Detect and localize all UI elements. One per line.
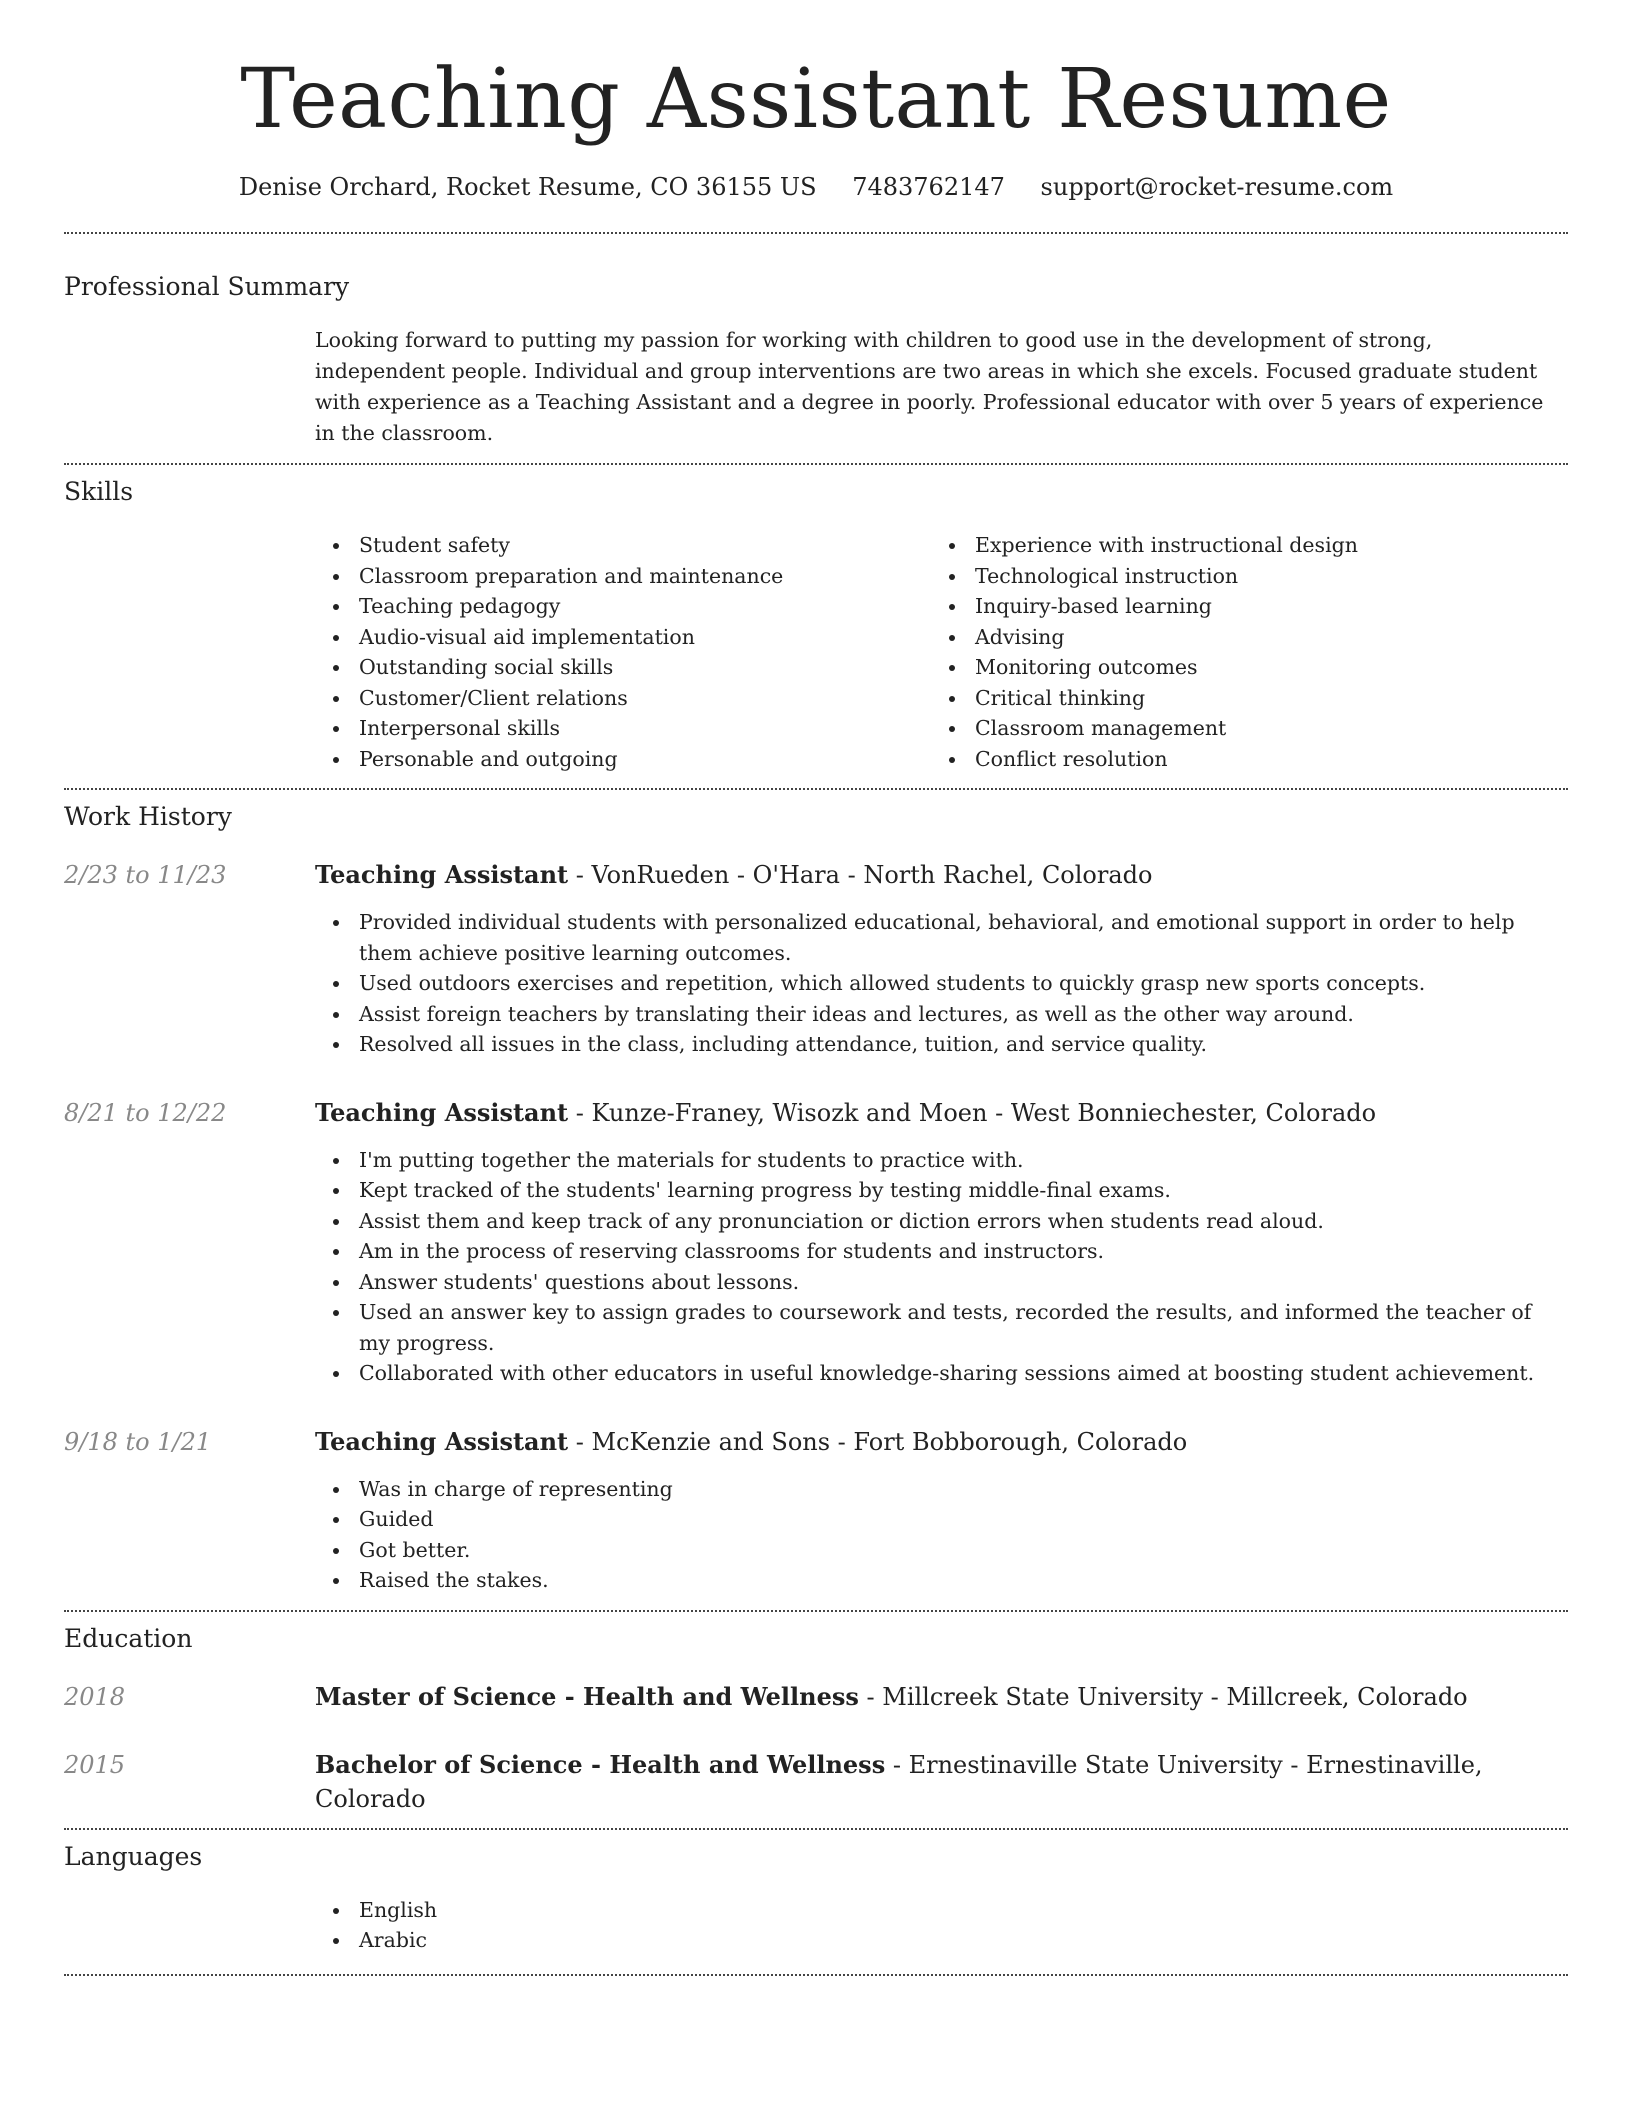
skill-item: Outstanding social skills (315, 652, 931, 683)
job-bullet: Assist them and keep track of any pronunciation or diction errors when students read aloud. (315, 1206, 1568, 1237)
job-role: Teaching Assistant (315, 1097, 569, 1127)
skills-column-left (315, 530, 931, 774)
job-bullet: Answer students' questions about lessons. (315, 1267, 1568, 1298)
job-heading (315, 1425, 1568, 1459)
language-item: English (315, 1895, 1568, 1926)
job-bullet: Raised the stakes. (315, 1565, 1568, 1596)
job-bullet: Collaborated with other educators in useful knowledge-sharing sessions aimed at boosting student achievement. (315, 1358, 1568, 1389)
job-bullets (315, 1474, 1568, 1596)
summary-text: Looking forward to putting my passion for working with children to good use in the development of strong, independent people. Individual and group interventions are two areas in which she excels. Focused graduate student with experience as a Teaching Assistant and a degree in poorly. Professional educator with over 5 years of experience in the classroom. (315, 328, 1544, 445)
education-year: 2018 (64, 1682, 126, 1711)
divider (64, 463, 1568, 465)
languages-heading: Languages (64, 1841, 203, 1871)
education-heading-line (315, 1680, 1568, 1714)
job-details: - Kunze-Franey, Wisozk and Moen - West Bonniechester, Colorado (568, 1098, 1377, 1127)
divider (64, 1828, 1568, 1830)
job-bullet: Assist foreign teachers by translating their ideas and lectures, as well as the other way around. (315, 999, 1568, 1030)
skill-item: Personable and outgoing (315, 744, 931, 775)
resume-page (64, 0, 1568, 1976)
skill-item: Classroom management (931, 713, 1547, 744)
job-heading (315, 1096, 1568, 1130)
skill-item: Advising (931, 622, 1547, 653)
languages-section (64, 1840, 1568, 1956)
job-bullet: Provided individual students with personalized educational, behavioral, and emotional support in order to help them achieve positive learning outcomes. (315, 907, 1568, 968)
languages-list (315, 1895, 1568, 1956)
skills-heading: Skills (64, 477, 134, 506)
skills-column-right (931, 530, 1547, 774)
skill-item: Teaching pedagogy (315, 591, 931, 622)
job-role: Teaching Assistant (315, 860, 569, 889)
contact-line (64, 170, 1568, 204)
summary-section (64, 270, 1568, 449)
skill-item: Classroom preparation and maintenance (315, 561, 931, 592)
job-bullet: Am in the process of reserving classrooms for students and instructors. (315, 1236, 1568, 1267)
divider (64, 1974, 1568, 1976)
skill-item: Technological instruction (931, 561, 1547, 592)
education-heading-line (315, 1748, 1568, 1816)
contact-address: Denise Orchard, Rocket Resume, CO 36155 US (238, 173, 817, 201)
divider (64, 232, 1568, 234)
job-bullets (315, 907, 1568, 1060)
skill-item: Monitoring outcomes (931, 652, 1547, 683)
job-heading (315, 858, 1568, 892)
job-dates: 2/23 to 11/23 (64, 861, 227, 889)
job-bullets (315, 1145, 1568, 1389)
education-entry (64, 1680, 1568, 1714)
page-title: Teaching Assistant Resume (240, 52, 1392, 147)
education-section (64, 1622, 1568, 1816)
divider (64, 788, 1568, 790)
job-entry (64, 858, 1568, 1060)
skill-item: Customer/Client relations (315, 683, 931, 714)
job-details: - VonRueden - O'Hara - North Rachel, Colorado (568, 861, 1153, 889)
job-bullet: Guided (315, 1504, 1568, 1535)
skill-item: Critical thinking (931, 683, 1547, 714)
education-degree: Master of Science - Health and Wellness (315, 1681, 859, 1711)
skill-item: Inquiry-based learning (931, 591, 1547, 622)
skill-item: Conflict resolution (931, 744, 1547, 775)
education-details: - Millcreek State University - Millcreek, Colorado (858, 1682, 1468, 1711)
education-details: - Ernestinaville State University - Ernestinaville, Colorado (315, 1750, 1483, 1813)
job-bullet: Got better. (315, 1535, 1568, 1566)
education-year: 2015 (64, 1750, 126, 1779)
contact-phone: 7483762147 (852, 173, 1005, 201)
job-entry (64, 1425, 1568, 1610)
job-role: Teaching Assistant (315, 1426, 569, 1456)
job-details: - McKenzie and Sons - Fort Bobborough, Colorado (568, 1427, 1188, 1456)
job-entry (64, 1096, 1568, 1389)
job-dates: 9/18 to 1/21 (64, 1427, 212, 1456)
job-bullet: Kept tracked of the students' learning progress by testing middle-final exams. (315, 1175, 1568, 1206)
job-dates: 8/21 to 12/22 (64, 1098, 227, 1127)
work-history-heading: Work History (64, 802, 232, 831)
summary-heading: Professional Summary (64, 272, 350, 301)
education-entry (64, 1748, 1568, 1816)
skill-item: Interpersonal skills (315, 713, 931, 744)
skills-section (64, 475, 1568, 774)
skill-item: Audio-visual aid implementation (315, 622, 931, 653)
divider (64, 1610, 1568, 1612)
contact-email: support@rocket-resume.com (1040, 173, 1394, 201)
education-heading: Education (64, 1623, 193, 1653)
job-bullet: Used outdoors exercises and repetition, which allowed students to quickly grasp new sports concepts. (315, 968, 1568, 999)
work-history-section (64, 800, 1568, 1610)
job-bullet: I'm putting together the materials for students to practice with. (315, 1145, 1568, 1176)
language-item: Arabic (315, 1925, 1568, 1956)
job-bullet: Was in charge of representing (315, 1474, 1568, 1505)
skill-item: Student safety (315, 530, 931, 561)
job-bullet: Used an answer key to assign grades to coursework and tests, recorded the results, and informed the teacher of my progress. (315, 1297, 1568, 1358)
education-degree: Bachelor of Science - Health and Wellness (315, 1749, 886, 1779)
skills-list (315, 530, 1568, 774)
skill-item: Experience with instructional design (931, 530, 1547, 561)
job-bullet: Resolved all issues in the class, including attendance, tuition, and service quality. (315, 1029, 1568, 1060)
